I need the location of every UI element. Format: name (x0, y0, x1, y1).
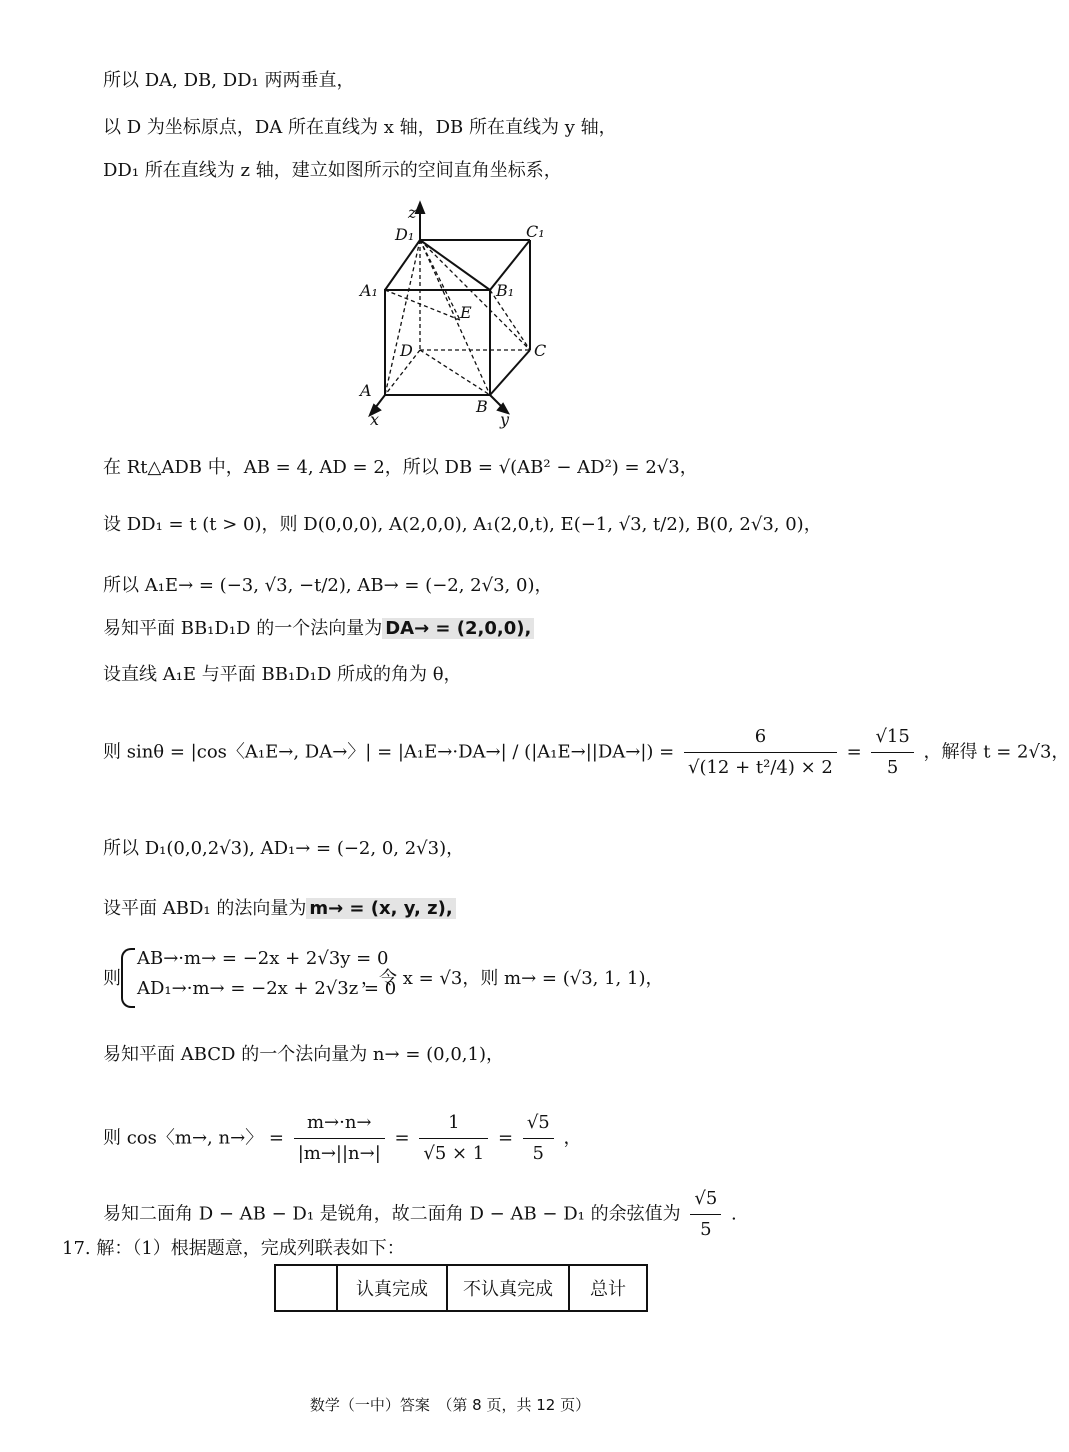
line-7-prefix: 易知平面 BB₁D₁D 的一个法向量为 (103, 618, 383, 639)
question-17-heading: 17. 解：（1）根据题意，完成列联表如下： (62, 1238, 405, 1259)
left-brace (121, 948, 135, 1008)
line-15-suffix: . (731, 1203, 737, 1225)
fraction-num: √15 (871, 722, 913, 753)
fraction-den: 5 (532, 1143, 544, 1164)
label-z: z (408, 203, 417, 222)
fraction-den: √5 × 1 (423, 1143, 485, 1164)
fraction-1-over-root5 (419, 1108, 488, 1169)
fraction-root15-over-5 (871, 722, 913, 783)
label-D1: D₁ (395, 225, 415, 244)
text-line-13: 易知平面 ABCD 的一个法向量为 n→ = (0,0,1)， (103, 1044, 504, 1065)
text-line-11 (103, 896, 456, 922)
fraction-num: √5 (523, 1108, 554, 1139)
text-line-8: 设直线 A₁E 与平面 BB₁D₁D 所成的角为 θ， (103, 664, 462, 685)
fraction-num: m→·n→ (294, 1108, 385, 1139)
cuboid-figure (340, 200, 570, 430)
equals-sign: = (497, 1127, 514, 1149)
normal-vector-DA: DA→ = (2,0,0), (382, 618, 534, 639)
table-header-cell: 总计 (569, 1265, 647, 1311)
label-A: A (360, 381, 372, 400)
page-footer: 数学（一中）答案 （第 8 页，共 12 页） (309, 1396, 591, 1414)
system-suffix: ，令 x = √3，则 m→ = (√3, 1, 1)， (361, 968, 664, 989)
fraction-num: 1 (419, 1108, 488, 1139)
text-line-7 (103, 616, 534, 642)
normal-vector-m: m→ = (x, y, z), (306, 898, 455, 919)
fraction-answer (690, 1184, 721, 1245)
fraction-6-over-root (684, 722, 837, 783)
label-A1: A₁ (360, 281, 378, 300)
label-B: B (476, 397, 488, 416)
equation-2: AD₁→·m→ = −2x + 2√3z = 0 (137, 978, 397, 999)
equation-1: AB→·m→ = −2x + 2√3y = 0 (137, 948, 389, 969)
table-header-cell: 不认真完成 (447, 1265, 569, 1311)
text-line-9 (103, 722, 1069, 783)
fraction-den: |m→||n→| (297, 1143, 381, 1164)
line-14-suffix: ， (563, 1127, 582, 1149)
equals-sign: = (394, 1127, 410, 1149)
table-header-cell: 认真完成 (337, 1265, 447, 1311)
solve-t: ，解得 t = 2√3， (923, 741, 1069, 763)
text-line-1: 所以 DA, DB, DD₁ 两两垂直， (103, 70, 355, 91)
text-line-10: 所以 D₁(0,0,2√3), AD₁→ = (−2, 0, 2√3)， (103, 838, 465, 859)
sin-theta-formula: 则 sinθ = |cos〈A₁E→, DA→〉| = |A₁E→·DA→| / (|A₁E→||DA→|) = (103, 741, 675, 763)
table-header-cell (275, 1265, 337, 1311)
fraction-den: 5 (700, 1219, 712, 1240)
label-y: y (500, 410, 510, 429)
fraction-root5-over-5 (523, 1108, 554, 1169)
label-C1: C₁ (526, 222, 545, 241)
table-header-row (275, 1265, 647, 1311)
text-line-4: 在 Rt△ADB 中，AB = 4, AD = 2，所以 DB = √(AB² − AD²) = 2√3， (103, 457, 698, 478)
line-15-prefix: 易知二面角 D − AB − D₁ 是锐角，故二面角 D − AB − D₁ 的余弦值为 (103, 1203, 681, 1225)
text-line-14 (103, 1108, 581, 1169)
label-D: D (400, 341, 413, 360)
equals-sign: = (846, 741, 862, 763)
text-line-3: DD₁ 所在直线为 z 轴，建立如图所示的空间直角坐标系， (103, 160, 562, 181)
text-line-6: 所以 A₁E→ = (−3, √3, −t/2), AB→ = (−2, 2√3, 0)， (103, 575, 553, 596)
label-B1: B₁ (496, 281, 515, 300)
fraction-den: √(12 + t²/4) × 2 (687, 757, 833, 778)
cos-formula: 则 cos〈m→, n→〉 = (103, 1127, 284, 1149)
fraction-dot-over-norms (294, 1108, 385, 1169)
label-x: x (370, 410, 380, 429)
label-E: E (460, 303, 472, 322)
contingency-table (274, 1264, 648, 1312)
text-line-5: 设 DD₁ = t (t > 0)，则 D(0,0,0), A(2,0,0), A₁(2,0,t), E(−1, √3, t/2), B(0, 2√3, 0)， (103, 514, 822, 535)
fraction-num: √5 (690, 1184, 721, 1215)
line-11-prefix: 设平面 ABD₁ 的法向量为 (103, 898, 307, 919)
fraction-den: 5 (886, 757, 899, 778)
label-C: C (534, 341, 547, 360)
system-prefix: 则 (103, 968, 121, 989)
fraction-num: 6 (684, 722, 837, 753)
text-line-2: 以 D 为坐标原点，DA 所在直线为 x 轴，DB 所在直线为 y 轴， (103, 117, 617, 138)
